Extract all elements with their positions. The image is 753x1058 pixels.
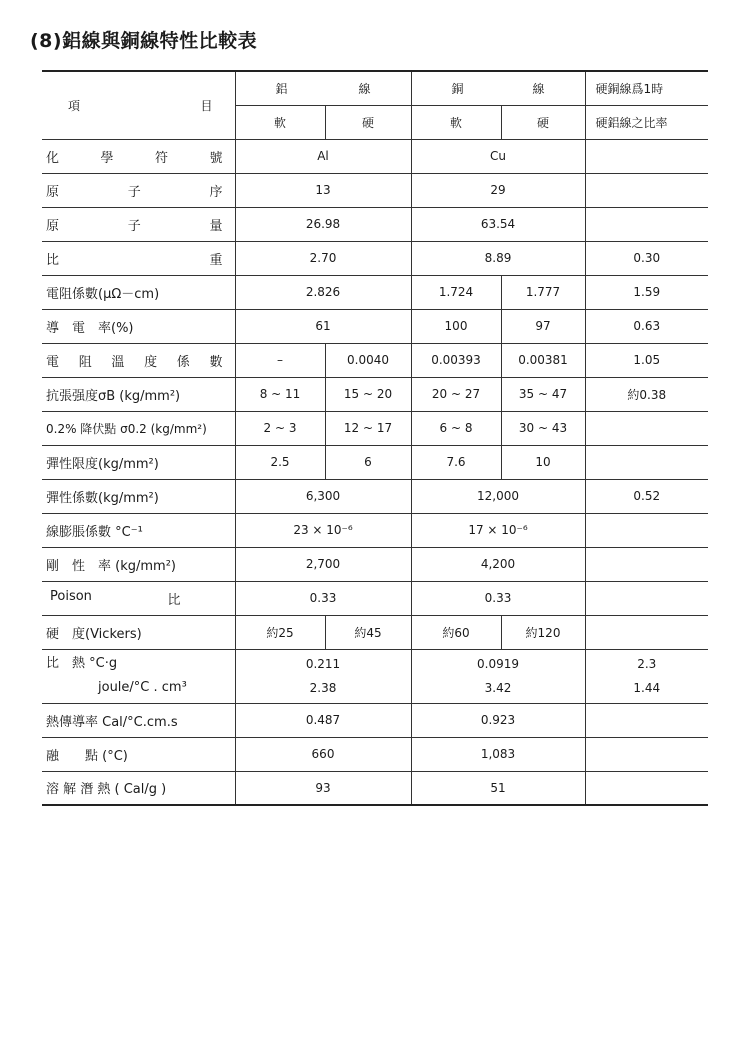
copper-header-char: 線 xyxy=(532,81,545,96)
row-label: 熱傳導率 Cal/°C.cm.s xyxy=(42,703,235,737)
value-line: 1.44 xyxy=(633,681,661,695)
label-char: 阻 xyxy=(78,354,92,370)
table-row xyxy=(42,547,708,581)
cu-hard-value: 約120 xyxy=(501,615,585,649)
label-part: Poison xyxy=(50,588,92,604)
cu-value: 51 xyxy=(411,771,585,805)
cu-value: 0.923 xyxy=(411,703,585,737)
al-soft-value: 8 ~ 11 xyxy=(235,377,325,411)
label-char: 化 xyxy=(46,150,60,166)
cu-hard-value: 35 ~ 47 xyxy=(501,377,585,411)
table-row xyxy=(42,343,708,377)
header-row-1 xyxy=(42,71,708,105)
table-row xyxy=(42,377,708,411)
label-char: 原 xyxy=(46,184,60,200)
item-header xyxy=(42,71,235,139)
row-label: 導 電 率(%) xyxy=(42,309,235,343)
table-row xyxy=(42,207,708,241)
ratio-value xyxy=(585,139,708,173)
al-value: 2.826 xyxy=(235,275,411,309)
ratio-value xyxy=(585,513,708,547)
row-label: 0.2% 降伏點 σ0.2 (kg/mm²) xyxy=(42,411,235,445)
label-line: joule/°C . cm³ xyxy=(98,680,187,695)
al-soft-value: 2 ~ 3 xyxy=(235,411,325,445)
cu-soft-value: 約60 xyxy=(411,615,501,649)
cu-hard-value: 97 xyxy=(501,309,585,343)
cu-hard-value: 1.777 xyxy=(501,275,585,309)
cu-value xyxy=(411,649,585,703)
al-hard-value: 0.0040 xyxy=(325,343,411,377)
label-char: 符 xyxy=(154,150,168,166)
item-header-char: 項 xyxy=(68,98,81,113)
table-row xyxy=(42,771,708,805)
ratio-value xyxy=(585,411,708,445)
row-label xyxy=(42,173,235,207)
label-char: 比 xyxy=(46,252,60,268)
al-soft-value: 2.5 xyxy=(235,445,325,479)
ratio-value: 1.59 xyxy=(585,275,708,309)
table-row xyxy=(42,703,708,737)
cu-value: 17 × 10⁻⁶ xyxy=(411,513,585,547)
al-hard-header: 硬 xyxy=(325,105,411,139)
label-char: 係 xyxy=(176,354,190,370)
al-hard-value: 12 ~ 17 xyxy=(325,411,411,445)
al-value: Al xyxy=(235,139,411,173)
al-value: 26.98 xyxy=(235,207,411,241)
ratio-value: 1.05 xyxy=(585,343,708,377)
al-value: 660 xyxy=(235,737,411,771)
cu-hard-value: 30 ~ 43 xyxy=(501,411,585,445)
ratio-value xyxy=(585,649,708,703)
cu-value: 0.33 xyxy=(411,581,585,615)
ratio-value xyxy=(585,771,708,805)
al-hard-value: 約45 xyxy=(325,615,411,649)
label-char: 原 xyxy=(46,218,60,234)
cu-value: 4,200 xyxy=(411,547,585,581)
table-row xyxy=(42,615,708,649)
value-line: 2.38 xyxy=(309,681,337,695)
label-char: 度 xyxy=(144,354,158,370)
table-row xyxy=(42,445,708,479)
ratio-value xyxy=(585,173,708,207)
cu-value: 63.54 xyxy=(411,207,585,241)
cu-value: Cu xyxy=(411,139,585,173)
aluminum-header-char: 鋁 xyxy=(275,81,288,96)
ratio-value xyxy=(585,547,708,581)
cu-hard-value: 0.00381 xyxy=(501,343,585,377)
label-char: 學 xyxy=(100,150,114,166)
row-label: 彈性限度(kg/mm²) xyxy=(42,445,235,479)
cu-soft-value: 0.00393 xyxy=(411,343,501,377)
aluminum-header xyxy=(235,71,411,105)
al-value: 2,700 xyxy=(235,547,411,581)
table-row xyxy=(42,309,708,343)
ratio-value: 0.30 xyxy=(585,241,708,275)
cu-soft-value: 20 ~ 27 xyxy=(411,377,501,411)
aluminum-header-char: 線 xyxy=(358,81,371,96)
al-value: 61 xyxy=(235,309,411,343)
table-row xyxy=(42,173,708,207)
row-label: 溶 解 潛 熱 ( Cal/g ) xyxy=(42,771,235,805)
cu-soft-value: 7.6 xyxy=(411,445,501,479)
label-char: 子 xyxy=(127,184,141,200)
table-row xyxy=(42,581,708,615)
ratio-value xyxy=(585,445,708,479)
item-header-char: 目 xyxy=(200,98,213,113)
row-label: 彈性係數(kg/mm²) xyxy=(42,479,235,513)
al-hard-value: 15 ~ 20 xyxy=(325,377,411,411)
ratio-value: 0.52 xyxy=(585,479,708,513)
al-value xyxy=(235,649,411,703)
row-label xyxy=(42,581,235,615)
ratio-value xyxy=(585,615,708,649)
cu-soft-value: 1.724 xyxy=(411,275,501,309)
row-label xyxy=(42,241,235,275)
label-char: 號 xyxy=(209,150,223,166)
al-soft-value: – xyxy=(235,343,325,377)
row-label: 融 點 (°C) xyxy=(42,737,235,771)
al-hard-value: 6 xyxy=(325,445,411,479)
table-row xyxy=(42,241,708,275)
cu-soft-header: 軟 xyxy=(411,105,501,139)
value-line: 0.211 xyxy=(305,657,341,671)
label-char: 電 xyxy=(46,354,60,370)
table-row xyxy=(42,139,708,173)
label-char: 序 xyxy=(209,184,223,200)
row-label: 線膨脹係數 °C⁻¹ xyxy=(42,513,235,547)
table-row xyxy=(42,513,708,547)
ratio-value xyxy=(585,737,708,771)
al-value: 0.487 xyxy=(235,703,411,737)
table-row xyxy=(42,649,708,703)
cu-value: 12,000 xyxy=(411,479,585,513)
cu-soft-value: 100 xyxy=(411,309,501,343)
row-label xyxy=(42,649,235,703)
cu-hard-value: 10 xyxy=(501,445,585,479)
copper-header-char: 銅 xyxy=(451,81,464,96)
value-line: 3.42 xyxy=(484,681,512,695)
row-label: 硬 度(Vickers) xyxy=(42,615,235,649)
al-value: 13 xyxy=(235,173,411,207)
row-label: 抗張强度σB (kg/mm²) xyxy=(42,377,235,411)
al-value: 23 × 10⁻⁶ xyxy=(235,513,411,547)
table-row xyxy=(42,479,708,513)
cu-hard-header: 硬 xyxy=(501,105,585,139)
ratio-value xyxy=(585,581,708,615)
row-label: 電阻係數(μΩ－cm) xyxy=(42,275,235,309)
label-char: 量 xyxy=(209,218,223,234)
cu-value: 1,083 xyxy=(411,737,585,771)
label-char: 重 xyxy=(209,252,223,268)
copper-header xyxy=(411,71,585,105)
value-line: 0.0919 xyxy=(477,657,519,671)
table-row xyxy=(42,411,708,445)
page-title: (8)鋁線與銅線特性比較表 xyxy=(30,30,258,52)
cu-value: 8.89 xyxy=(411,241,585,275)
ratio-value xyxy=(585,703,708,737)
label-char: 子 xyxy=(127,218,141,234)
table-row xyxy=(42,737,708,771)
ratio-header-line2: 硬鋁線之比率 xyxy=(585,105,708,139)
al-value: 93 xyxy=(235,771,411,805)
label-char: 數 xyxy=(209,354,223,370)
label-line: 比 熱 °C·g xyxy=(46,656,118,671)
row-label xyxy=(42,207,235,241)
properties-table xyxy=(42,70,708,806)
value-line: 2.3 xyxy=(637,657,657,671)
label-part: 比 xyxy=(167,592,181,608)
al-value: 6,300 xyxy=(235,479,411,513)
al-value: 2.70 xyxy=(235,241,411,275)
table-row xyxy=(42,275,708,309)
ratio-header-line1: 硬銅線爲1時 xyxy=(585,71,708,105)
label-char: 溫 xyxy=(111,354,125,370)
ratio-value: 0.63 xyxy=(585,309,708,343)
cu-soft-value: 6 ~ 8 xyxy=(411,411,501,445)
al-value: 0.33 xyxy=(235,581,411,615)
al-soft-header: 軟 xyxy=(235,105,325,139)
ratio-value: 約0.38 xyxy=(585,377,708,411)
row-label xyxy=(42,139,235,173)
cu-value: 29 xyxy=(411,173,585,207)
row-label xyxy=(42,343,235,377)
al-soft-value: 約25 xyxy=(235,615,325,649)
row-label: 剛 性 率 (kg/mm²) xyxy=(42,547,235,581)
ratio-value xyxy=(585,207,708,241)
